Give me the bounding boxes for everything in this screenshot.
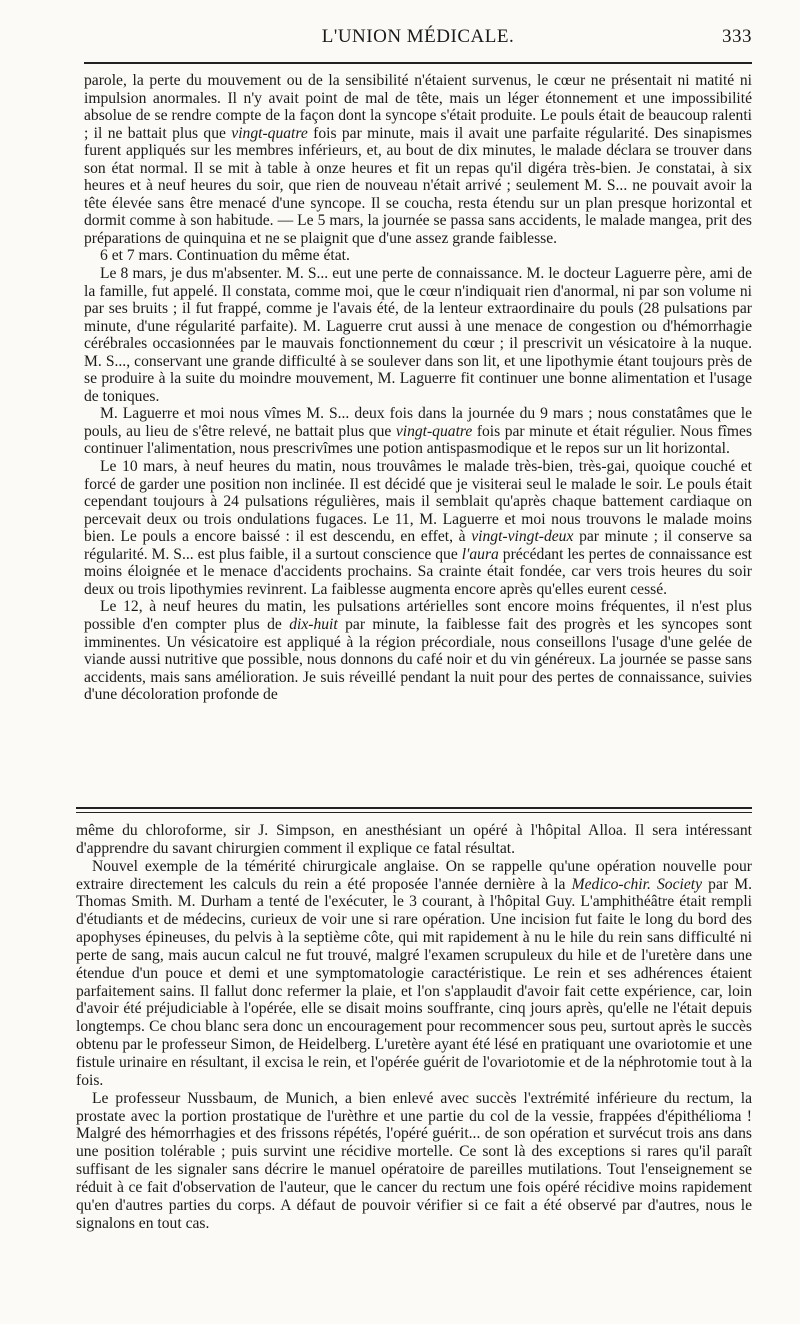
feuilleton-paragraph: Le professeur Nussbaum, de Munich, a bien enlevé avec succès l'extrémité inférieure du rectum, la prostate avec la portion prostatique de l'urèthre et une partie du col de la vessie, frappées d'épithélioma ! Malgré des hémorrhagies et des frissons répétés, l'opéré guérit... de son opération et survécut trois ans dans une position tolérable ; puis survint une récidive mortelle. Ce sont là des exceptions si rares qu'il paraît suffisant de les signaler sans décrire le manuel opératoire de pareilles mutilations. Tout l'enseignement se réduit à ce fait d'observation de l'auteur, que le cancer du rectum une fois opéré récidive moins rapidement qu'en d'autres parties du corps. A défaut de pouvoir vérifier si ce fait a été observé par d'autres, nous le signalons en tout cas. — [76, 1089, 752, 1232]
feuilleton-paragraph: Nouvel exemple de la témérité chirurgicale anglaise. On se rappelle qu'une opération nouvelle pour extraire directement les calculs du rein a été proposée l'année dernière à la Medico-chir. Society par M. Thomas Smith. M. Durham a tenté de l'exécuter, le 3 courant, à l'hôpital Guy. L'amphithéâtre était rempli d'étudiants et de médecins, curieux de voir une si rare opération. Une incision fut faite le long du bord des apophyses épineuses, du pelvis à la septième côte, qui mit rapidement à nu le hile du rein sans difficulté ni perte de sang, mais aucun calcul ne fut trouvé, malgré l'examen scrupuleux du hile et de l'uretère dans une étendue d'un pouce et demi et une symptomatologie caractéristique. Le rein et ses adhérences étaient parfaitement sains. Il fallut donc refermer la plaie, et l'on s'applaudit d'avoir fait cette expérience, car, loin d'avoir été préjudiciable à l'opérée, elle se disait moins souffrante, cinq jours après, qu'elle ne l'était depuis longtemps. Ce chou blanc sera donc un encouragement pour recommencer sous peu, surtout après le succès obtenu par le professeur Simon, de Heidelberg. L'uretère ayant été lésé en pratiquant une ovariotomie et une fistule urinaire en résultant, il excisa le rein, et l'opérée guérit de l'ovariotomie et de la néphrotomie tout à la fois. — [76, 857, 752, 1089]
article-paragraph: M. Laguerre et moi nous vîmes M. S... deux fois dans la journée du 9 mars ; nous constatâmes que le pouls, au lieu de s'être relevé, ne battait plus que vingt-quatre fois par minute et était régulier. Nous fîmes continuer l'alimentation, nous prescrivîmes une potion antispasmodique et le repos sur un lit horizontal. — [84, 405, 753, 458]
running-head — [84, 26, 752, 56]
article-paragraph: parole, la perte du mouvement ou de la sensibilité n'étaient survenus, le cœur ne présentait ni matité ni impulsion anormales. Il n'y avait point de mal de tête, mais un léger étonnement et une impossibilité absolue de se rendre compte de la façon dont la syncope s'était produite. Le pouls était de beaucoup ralenti ; il ne battait plus que vingt-quatre fois par minute, mais il avait une parfaite régularité. Des sinapismes furent appliqués sur les membres inférieurs, et, au bout de dix minutes, le malade déclara se trouver dans son état normal. Il se mit à table à onze heures et fit un repas qu'il digéra très-bien. Je constatai, à six heures et à neuf heures du soir, que rien de nouveau n'était arrivé ; seulement M. S... ne pouvait avoir la tête élevée sans être menacé d'une syncope. Il se coucha, resta étendu sur un plan presque horizontal et dormit comme à son habitude. — Le 5 mars, la journée se passa sans accidents, le malade mangea, prit des préparations de quinquina et ne se plaignit que d'une assez grande faiblesse. — [84, 72, 752, 247]
page-number: 333 — [722, 26, 752, 47]
article-paragraph: 6 et 7 mars. Continuation du même état. — [100, 247, 350, 265]
header-rule — [84, 62, 752, 64]
article-body — [84, 72, 752, 704]
feuilleton-separator — [76, 807, 752, 813]
feuilleton-body — [76, 822, 752, 1232]
journal-title: L'UNION MÉDICALE. — [321, 26, 515, 47]
feuilleton-paragraph: même du chloroforme, sir J. Simpson, en anesthésiant un opéré à l'hôpital Alloa. Il sera intéressant d'apprendre du savant chirurgien comment il explique ce fatal résultat. — [76, 822, 752, 857]
article-paragraph: Le 10 mars, à neuf heures du matin, nous trouvâmes le malade très-bien, très-gai, quoique couché et forcé de garder une position non inclinée. Il est décidé que je visiterai seul le malade le soir. Le pouls était cependant toujours à 24 pulsations régulières, mais il semblait qu'après chaque battement cardiaque on percevait deux ou trois ondulations fugaces. Le 11, M. Laguerre et moi nous trouvons le malade moins bien. Le pouls a encore baissé : il est descendu, en effet, à vingt-vingt-deux par minute ; il conserve sa régularité. M. S... est plus faible, il a surtout conscience que l'aura précédant les pertes de connaissance est moins éloignée et le menace d'accidents prochains. Sa crainte était fondée, car vers trois heures du soir deux ou trois lipothymies revinrent. La faiblesse augmenta encore après qu'elles eurent cessé. — [84, 458, 752, 598]
article-paragraph: Le 12, à neuf heures du matin, les pulsations artérielles sont encore moins fréquentes, il n'est plus possible d'en compter plus de dix-huit par minute, la faiblesse fait des progrès et les syncopes sont imminentes. Un vésicatoire est appliqué à la région précordiale, nous conseillons l'usage d'une gelée de viande aussi nutritive que possible, nous donnons du café noir et du vin généreux. La journée se passe sans accidents, mais sans amélioration. Je suis réveillé pendant la nuit pour des pertes de connaissance, suivies d'une décoloration profonde de — [84, 598, 753, 704]
article-paragraph: Le 8 mars, je dus m'absenter. M. S... eut une perte de connaissance. M. le docteur Laguerre père, ami de la famille, fut appelé. Il constata, comme moi, que le cœur n'indiquait rien d'anormal, ni par son volume ni par ses bruits ; il fut frappé, comme je l'avais été, de la lenteur extraordinaire du pouls (28 pulsations par minute, d'une régularité parfaite). M. Laguerre crut aussi à une menace de congestion ou d'hémorrhagie cérébrales occasionnées par le mauvais fonctionnement du cœur ; il prescrivit un vésicatoire à la nuque. M. S..., conservant une grande difficulté à se soulever dans son lit, et une lipothymie étant toujours près de se produire à la suite du moindre mouvement, M. Laguerre fit continuer une bonne alimentation et l'usage de toniques. — [84, 265, 752, 405]
